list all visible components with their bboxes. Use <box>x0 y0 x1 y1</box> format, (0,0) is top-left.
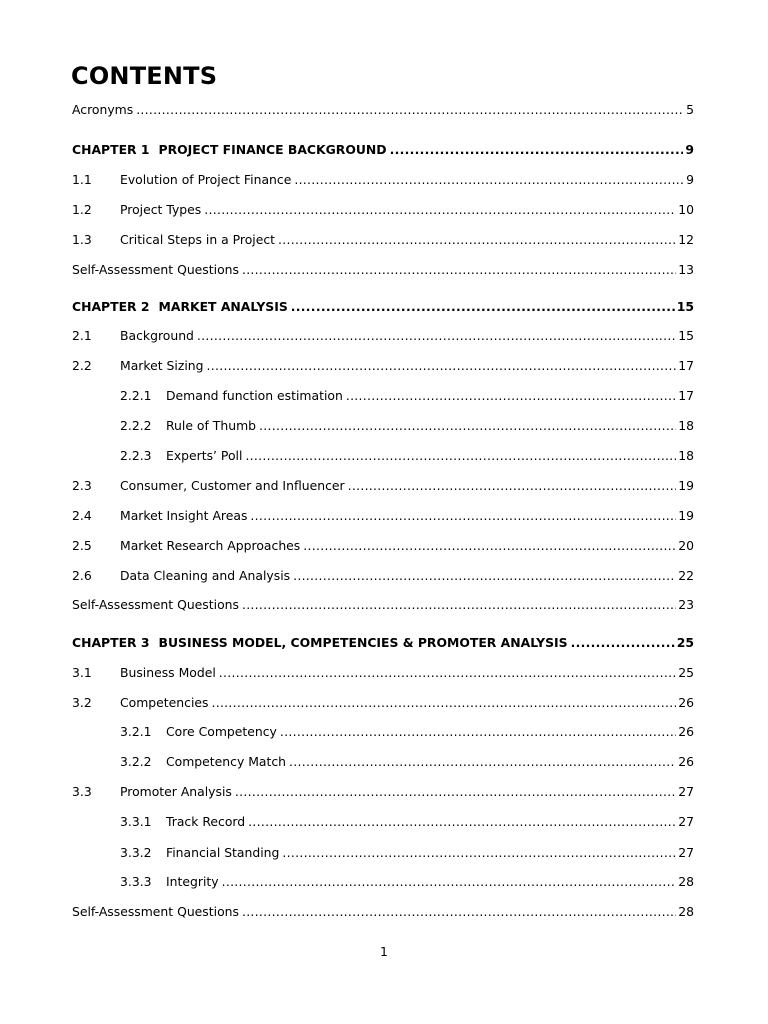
toc-section-entry[interactable] <box>72 567 694 585</box>
dot-leader <box>242 903 676 921</box>
toc-entry-number: 2.6 <box>72 568 92 583</box>
toc-entry-label: Market Sizing <box>120 358 204 373</box>
toc-entry-page: 9 <box>685 142 694 157</box>
toc-entry-page: 15 <box>678 328 694 343</box>
toc-entry-label: Competencies <box>120 695 209 710</box>
dot-leader <box>291 298 675 316</box>
dot-leader <box>571 634 675 652</box>
toc-entry-number: 3.2 <box>72 695 92 710</box>
dot-leader <box>348 477 677 495</box>
dot-leader <box>390 141 684 159</box>
toc-entry-label: Competency Match <box>166 754 287 769</box>
toc-entry-number: 2.2.2 <box>120 418 152 433</box>
toc-entry-label: Promoter Analysis <box>120 784 232 799</box>
toc-entry-page: 17 <box>678 358 694 373</box>
toc-entry-label: Self-Assessment Questions <box>72 597 239 612</box>
toc-section-entry[interactable] <box>72 171 694 189</box>
toc-subsection-entry[interactable] <box>72 447 694 465</box>
toc-entry-label: Acronyms <box>72 102 134 117</box>
toc-entry-label: Rule of Thumb <box>166 418 257 433</box>
toc-entry-label: Experts’ Poll <box>166 448 243 463</box>
toc-entry-number: CHAPTER 2 <box>72 299 150 314</box>
toc-entry-number: 3.3.3 <box>120 874 152 889</box>
toc-entry-page: 13 <box>678 262 694 277</box>
toc-entry[interactable] <box>72 596 694 614</box>
toc-entry-label: Consumer, Customer and Influencer <box>120 478 345 493</box>
toc-entry-label: Financial Standing <box>166 845 280 860</box>
toc-chapter-entry[interactable] <box>72 298 694 316</box>
dot-leader <box>222 873 677 891</box>
dot-leader <box>303 537 676 555</box>
dot-leader <box>250 507 676 525</box>
toc-entry-page: 26 <box>678 695 694 710</box>
toc-entry-label: BUSINESS MODEL, COMPETENCIES & PROMOTER ANALYSIS <box>158 635 568 650</box>
toc-entry-page: 9 <box>686 172 694 187</box>
toc-entry-page: 26 <box>678 724 694 739</box>
dot-leader <box>235 783 676 801</box>
toc-entry-page: 28 <box>678 874 694 889</box>
dot-leader <box>293 567 676 585</box>
toc-entry-label: Background <box>120 328 194 343</box>
toc-entry-number: 2.5 <box>72 538 92 553</box>
toc-entry-label: PROJECT FINANCE BACKGROUND <box>158 142 387 157</box>
toc-entry-page: 22 <box>678 568 694 583</box>
dot-leader <box>282 844 676 862</box>
toc-entry-number: CHAPTER 1 <box>72 142 150 157</box>
toc-chapter-entry[interactable] <box>72 141 694 159</box>
toc-entry-page: 27 <box>678 814 694 829</box>
toc-entry-label: Integrity <box>166 874 219 889</box>
toc-entry-page: 27 <box>678 784 694 799</box>
toc-entry-label: Critical Steps in a Project <box>120 232 276 247</box>
toc-section-entry[interactable] <box>72 231 694 249</box>
toc-entry-page: 28 <box>678 904 694 919</box>
toc-entry-number: 2.3 <box>72 478 92 493</box>
dot-leader <box>259 417 676 435</box>
toc-entry-number: 3.2.1 <box>120 724 152 739</box>
toc-section-entry[interactable] <box>72 537 694 555</box>
toc-section-entry[interactable] <box>72 694 694 712</box>
toc-entry[interactable] <box>72 903 694 921</box>
toc-section-entry[interactable] <box>72 357 694 375</box>
toc-section-entry[interactable] <box>72 783 694 801</box>
toc-subsection-entry[interactable] <box>72 417 694 435</box>
toc-entry-label: Market Insight Areas <box>120 508 248 523</box>
dot-leader <box>278 231 676 249</box>
dot-leader <box>248 813 676 831</box>
dot-leader <box>204 201 676 219</box>
toc-section-entry[interactable] <box>72 664 694 682</box>
toc-entry[interactable] <box>72 261 694 279</box>
toc-entry-page: 27 <box>678 845 694 860</box>
toc-entry-number: 3.2.2 <box>120 754 152 769</box>
toc-section-entry[interactable] <box>72 507 694 525</box>
toc-entry-label: Track Record <box>166 814 246 829</box>
toc-subsection-entry[interactable] <box>72 844 694 862</box>
toc-entry-number: 2.2.1 <box>120 388 152 403</box>
dot-leader <box>245 447 676 465</box>
toc-entry-number: 3.3 <box>72 784 92 799</box>
dot-leader <box>207 357 677 375</box>
toc-entry-number: 1.3 <box>72 232 92 247</box>
dot-leader <box>289 753 676 771</box>
dot-leader <box>136 101 684 119</box>
toc-entry-page: 26 <box>678 754 694 769</box>
toc-entry-label: Evolution of Project Finance <box>120 172 292 187</box>
toc-entry-label: Self-Assessment Questions <box>72 904 239 919</box>
toc-subsection-entry[interactable] <box>72 753 694 771</box>
dot-leader <box>280 723 676 741</box>
toc-entry-number: 3.1 <box>72 665 92 680</box>
toc-entry-number: CHAPTER 3 <box>72 635 150 650</box>
toc-entry-page: 20 <box>678 538 694 553</box>
dot-leader <box>242 596 676 614</box>
toc-entry-number: 2.4 <box>72 508 92 523</box>
dot-leader <box>294 171 684 189</box>
toc-entry-page: 5 <box>686 102 694 117</box>
toc-section-entry[interactable] <box>72 201 694 219</box>
toc-entry-page: 23 <box>678 597 694 612</box>
toc-entry-label: Market Research Approaches <box>120 538 301 553</box>
dot-leader <box>346 387 676 405</box>
toc-entry-label: Data Cleaning and Analysis <box>120 568 291 583</box>
dot-leader <box>219 664 676 682</box>
dot-leader <box>242 261 676 279</box>
toc-subsection-entry[interactable] <box>72 813 694 831</box>
toc-entry-label: Business Model <box>120 665 216 680</box>
toc-entry-number: 3.3.1 <box>120 814 152 829</box>
toc-entry-page: 19 <box>678 508 694 523</box>
toc-entry[interactable] <box>72 101 694 119</box>
toc-entry-page: 12 <box>678 232 694 247</box>
toc-entry-number: 3.3.2 <box>120 845 152 860</box>
toc-entry-label: Self-Assessment Questions <box>72 262 239 277</box>
toc-entry-label: Demand function estimation <box>166 388 343 403</box>
toc-entry-label: Project Types <box>120 202 202 217</box>
toc-entry-page: 19 <box>678 478 694 493</box>
toc-subsection-entry[interactable] <box>72 387 694 405</box>
toc-entry-page: 10 <box>678 202 694 217</box>
toc-subsection-entry[interactable] <box>72 723 694 741</box>
toc-entry-label: MARKET ANALYSIS <box>158 299 288 314</box>
page-title: CONTENTS <box>71 62 218 90</box>
toc-entry-number: 1.1 <box>72 172 92 187</box>
toc-entry-number: 2.1 <box>72 328 92 343</box>
dot-leader <box>211 694 676 712</box>
toc-section-entry[interactable] <box>72 477 694 495</box>
toc-subsection-entry[interactable] <box>72 873 694 891</box>
toc-entry-page: 17 <box>678 388 694 403</box>
dot-leader <box>197 327 676 345</box>
toc-entry-page: 25 <box>678 665 694 680</box>
toc-section-entry[interactable] <box>72 327 694 345</box>
toc-entry-number: 2.2.3 <box>120 448 152 463</box>
toc-entry-number: 2.2 <box>72 358 92 373</box>
toc-entry-label: Core Competency <box>166 724 277 739</box>
page-number: 1 <box>380 944 388 959</box>
toc-entry-page: 25 <box>676 635 694 650</box>
toc-chapter-entry[interactable] <box>72 634 694 652</box>
toc-entry-page: 18 <box>678 418 694 433</box>
toc-entry-number: 1.2 <box>72 202 92 217</box>
toc-entry-page: 15 <box>676 299 694 314</box>
toc-entry-page: 18 <box>678 448 694 463</box>
